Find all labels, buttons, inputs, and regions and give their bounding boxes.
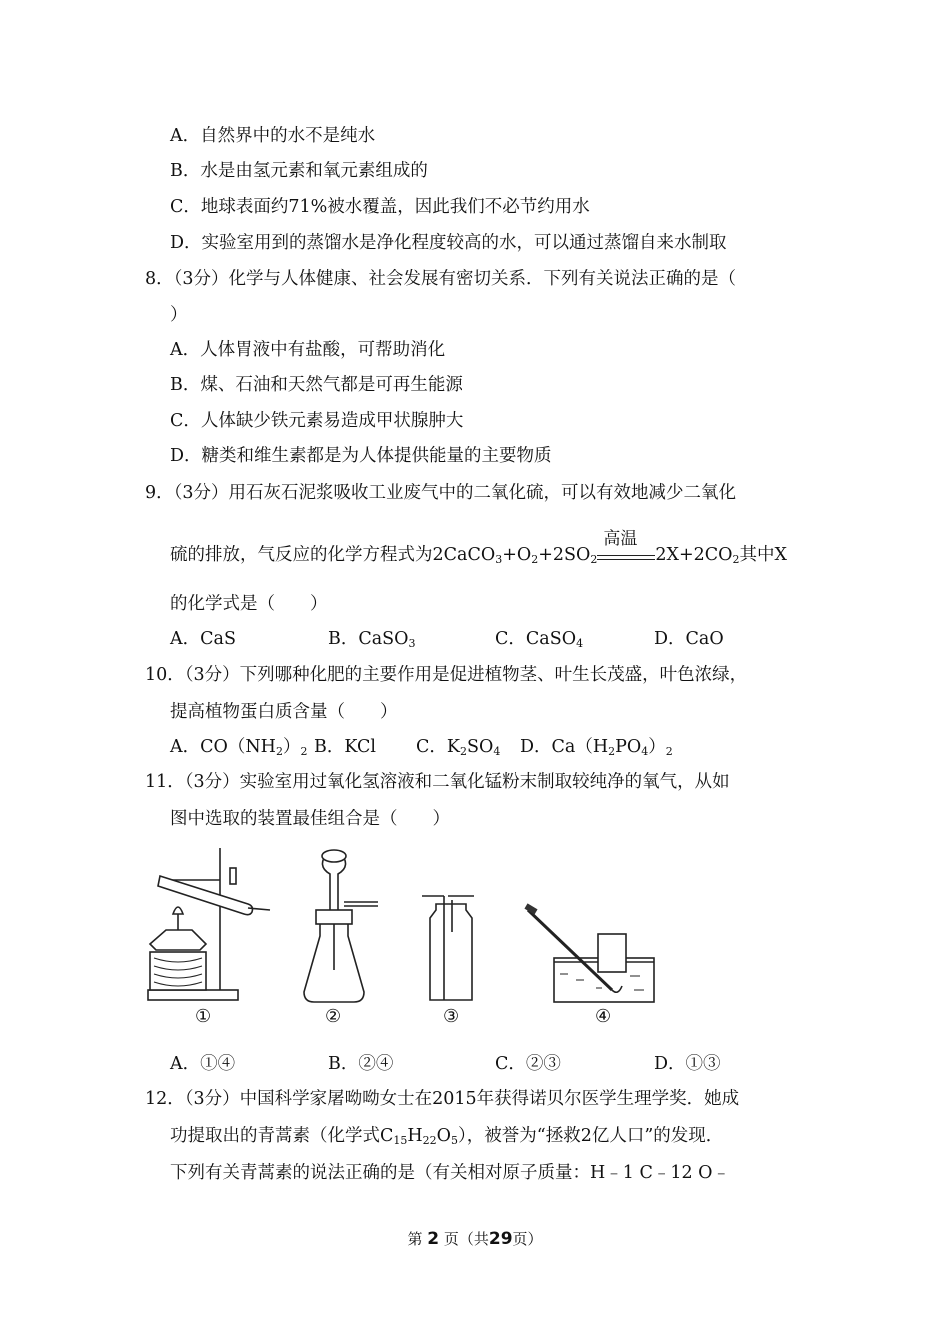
apparatus-4-water-trough	[526, 906, 654, 1002]
q11-option-c: C．②③	[495, 1054, 561, 1074]
q9-eq-condition: 高温	[603, 529, 638, 549]
q9-equation-line	[170, 529, 787, 567]
page-footer	[0, 1228, 950, 1249]
footer-prefix: 第	[407, 1230, 423, 1248]
apparatus-2-flask-with-funnel	[304, 850, 378, 1002]
apparatus-3-gas-bottle	[422, 896, 474, 1000]
q10-option-d: D．$Ca(H_2PO_4)_2$	[520, 737, 673, 758]
q11-stem-line2: 图中选取的装置最佳组合是（ ）	[170, 809, 450, 829]
q12-stem-line3: 下列有关青蒿素的说法正确的是（有关相对原子质量：H﹣1 C﹣12 O﹣	[170, 1163, 731, 1183]
q12-stem-line2: 功提取出的青蒿素（化学式$C_{15}H_{22}O_5$），被誉为“拯救2亿人口”的发现．	[170, 1126, 724, 1147]
q8-option-d: D．糖类和维生素都是为人体提供能量的主要物质	[170, 446, 552, 466]
q11-option-b: B．②④	[328, 1054, 394, 1074]
q9-option-c: C．CaSO$_4$	[495, 629, 584, 650]
q9-eq-suffix: 其中X	[739, 545, 787, 565]
q10-option-c: C．$K_2SO_4$	[416, 737, 501, 758]
q8-option-a: A．人体胃液中有盐酸，可帮助消化	[170, 340, 446, 360]
q11-options	[170, 1052, 770, 1076]
footer-page-number: 2	[427, 1229, 440, 1249]
q7-option-b: B．水是由氢元素和氧元素组成的	[170, 161, 428, 181]
figure-label-4: ④	[595, 1006, 612, 1027]
q9-option-b: B．CaSO$_3$	[328, 629, 416, 650]
q9-option-d: D．CaO	[654, 629, 724, 649]
apparatus-figure	[140, 840, 800, 1040]
footer-middle: 页（共	[443, 1230, 489, 1248]
q9-eq-right: $2X+2CO_2$	[655, 545, 740, 566]
q10-option-a: A．$CO(NH_2)_2$	[170, 737, 308, 758]
q11-stem-line1: 11．（3分）实验室用过氧化氢溶液和二氧化锰粉末制取较纯净的氧气，从如	[145, 772, 730, 792]
q9-stem-line3: 的化学式是（ ）	[170, 594, 328, 614]
q7-option-a: A．自然界中的水不是纯水	[170, 126, 376, 146]
footer-total-pages: 29	[488, 1229, 513, 1249]
q9-eq-left: $2CaCO_3+O_2+2SO_2$	[432, 545, 598, 566]
apparatus-drawing	[140, 840, 800, 1040]
footer-suffix: 页）	[512, 1230, 543, 1248]
figure-label-1: ①	[195, 1006, 212, 1027]
q10-option-b: B．KCl	[314, 737, 376, 757]
figure-label-2: ②	[325, 1006, 342, 1027]
q9-eq-arrow	[597, 529, 655, 567]
q11-option-a: A．①④	[170, 1054, 236, 1074]
q7-option-c: C．地球表面约71%被水覆盖，因此我们不必节约用水	[170, 197, 590, 217]
q9-option-a: A．CaS	[170, 629, 236, 649]
apparatus-1-heating-setup	[148, 848, 270, 1000]
q8-option-b: B．煤、石油和天然气都是可再生能源	[170, 375, 463, 395]
q11-option-d: D．①③	[654, 1054, 721, 1074]
q8-option-c: C．人体缺少铁元素易造成甲状腺肿大	[170, 411, 464, 431]
q8-stem-line2: ）	[170, 305, 188, 325]
q10-stem-line1: 10．（3分）下列哪种化肥的主要作用是促进植物茎、叶生长茂盛，叶色浓绿，	[145, 665, 748, 685]
q8-stem-line1: 8．（3分）化学与人体健康、社会发展有密切关系．下列有关说法正确的是（	[145, 269, 737, 289]
q9-stem-line1: 9．（3分）用石灰石泥浆吸收工业废气中的二氧化硫，可以有效地减少二氧化	[145, 483, 737, 503]
figure-label-3: ③	[443, 1006, 460, 1027]
q10-options	[170, 735, 770, 759]
q9-eq-prefix: 硫的排放，气反应的化学方程式为	[170, 545, 433, 565]
q12-stem-line1: 12．（3分）中国科学家屠呦呦女士在2015年获得诺贝尔医学生理学奖．她成	[145, 1089, 740, 1109]
q9-options	[170, 627, 770, 651]
q10-stem-line2: 提高植物蛋白质含量（ ）	[170, 702, 398, 722]
q7-option-d: D．实验室用到的蒸馏水是净化程度较高的水，可以通过蒸馏自来水制取	[170, 233, 727, 253]
